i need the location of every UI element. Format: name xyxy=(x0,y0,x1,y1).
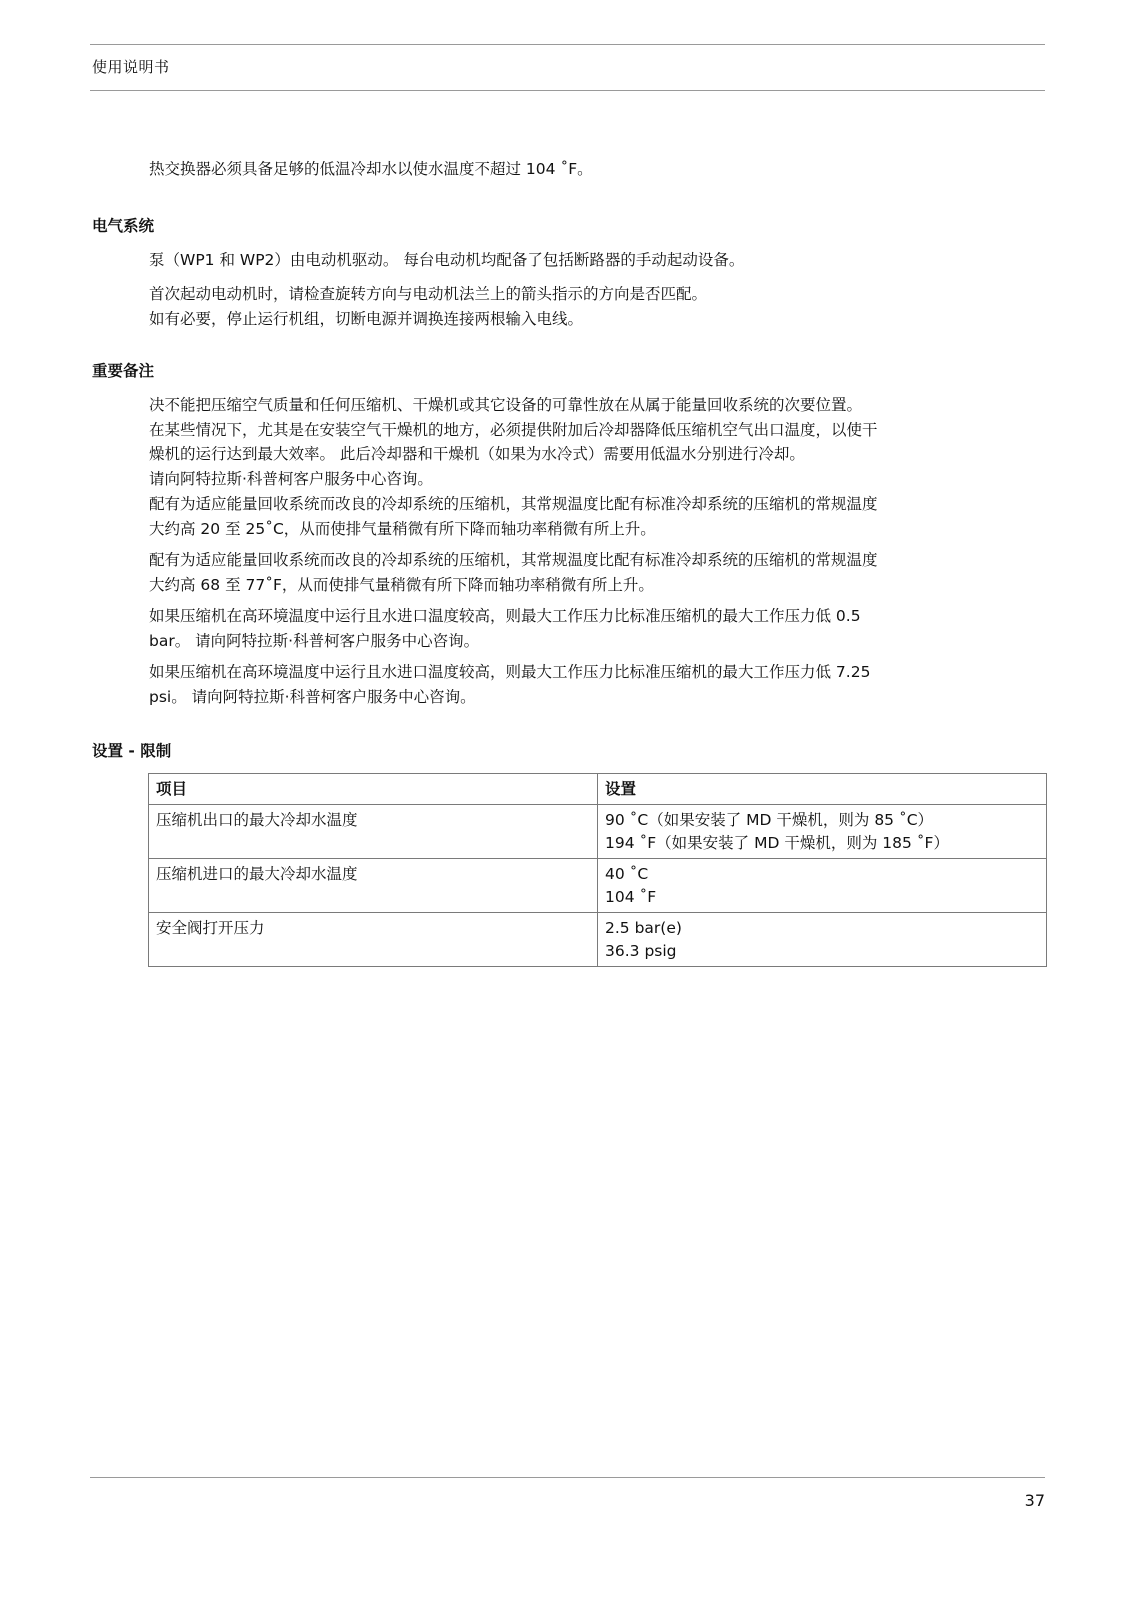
table-cell-item: 安全阀打开压力 xyxy=(149,913,598,967)
table-header-row xyxy=(149,774,1047,805)
notes-paragraph-1: 决不能把压缩空气质量和任何压缩机、干燥机或其它设备的可靠性放在从属于能量回收系统的次要位置。 在某些情况下，尤其是在安装空气干燥机的地方，必须提供附加后冷却器降低压缩机空气出口温度，以使干 燥机的运行达到最大效率。 此后冷却器和干燥机（如果为水冷式）需要用低温水分别进行冷却。 请向阿特拉斯·科普柯客户服务中心咨询。 xyxy=(149,396,878,488)
header-bottom-rule xyxy=(90,90,1045,91)
table-cell-setting: 2.5 bar(e) 36.3 psig xyxy=(598,913,1047,967)
table-row xyxy=(149,859,1047,913)
electrical-paragraph-2: 首次起动电动机时，请检查旋转方向与电动机法兰上的箭头指示的方向是否匹配。 如有必要，停止运行机组，切断电源并调换连接两根输入电线。 xyxy=(149,285,708,328)
footer-rule xyxy=(90,1477,1045,1478)
table-cell-setting: 40 ˚C 104 ˚F xyxy=(598,859,1047,913)
section-heading-electrical: 电气系统 xyxy=(92,217,155,235)
table-cell-item: 压缩机出口的最大冷却水温度 xyxy=(149,805,598,859)
table-cell-item: 压缩机进口的最大冷却水温度 xyxy=(149,859,598,913)
table-row xyxy=(149,913,1047,967)
table-row xyxy=(149,805,1047,859)
notes-paragraph-5: 如果压缩机在高环境温度中运行且水进口温度较高，则最大工作压力比标准压缩机的最大工作压力低 7.25 psi。 请向阿特拉斯·科普柯客户服务中心咨询。 xyxy=(149,663,871,706)
intro-paragraph: 热交换器必须具备足够的低温冷却水以使水温度不超过 104 ˚F。 xyxy=(149,160,593,178)
limits-table xyxy=(148,773,1047,967)
header-top-rule xyxy=(90,44,1045,45)
section-heading-notes: 重要备注 xyxy=(92,362,155,380)
page-number: 37 xyxy=(1024,1491,1045,1510)
document-title: 使用说明书 xyxy=(92,58,170,76)
electrical-paragraph-1: 泵（WP1 和 WP2）由电动机驱动。 每台电动机均配备了包括断路器的手动起动设备。 xyxy=(149,251,745,269)
notes-paragraph-2: 配有为适应能量回收系统而改良的冷却系统的压缩机，其常规温度比配有标准冷却系统的压缩机的常规温度 大约高 20 至 25˚C，从而使排气量稍微有所下降而轴功率稍微有所上升。 xyxy=(149,495,878,538)
table-cell-setting: 90 ˚C（如果安装了 MD 干燥机，则为 85 ˚C） 194 ˚F（如果安装了 MD 干燥机，则为 185 ˚F） xyxy=(598,805,1047,859)
notes-paragraph-3: 配有为适应能量回收系统而改良的冷却系统的压缩机，其常规温度比配有标准冷却系统的压缩机的常规温度 大约高 68 至 77˚F，从而使排气量稍微有所下降而轴功率稍微有所上升。 xyxy=(149,551,878,594)
notes-paragraph-4: 如果压缩机在高环境温度中运行且水进口温度较高，则最大工作压力比标准压缩机的最大工作压力低 0.5 bar。 请向阿特拉斯·科普柯客户服务中心咨询。 xyxy=(149,607,861,650)
section-heading-limits: 设置 - 限制 xyxy=(92,742,172,760)
column-header-item: 项目 xyxy=(149,774,598,805)
column-header-setting: 设置 xyxy=(598,774,1047,805)
